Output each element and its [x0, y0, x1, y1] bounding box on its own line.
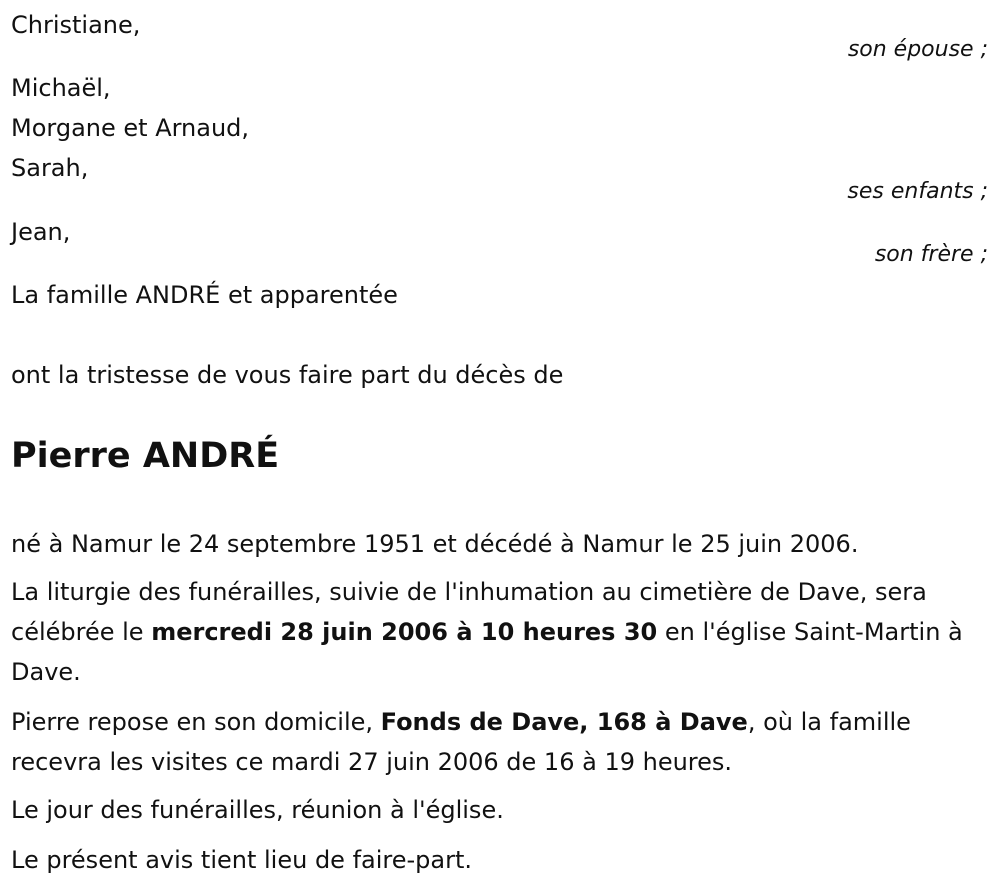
birth-death-text: né à Namur le 24 septembre 1951 et décédé à Namur le 25 juin 2006. — [11, 530, 859, 558]
visitation-address: Fonds de Dave, 168 à Dave — [380, 708, 748, 736]
liturgy-location: en l'église Saint-Martin à Dave. — [11, 618, 963, 686]
spouse-role: son épouse ; — [847, 37, 988, 62]
child-name: Sarah, — [11, 154, 89, 182]
visitation-paragraph — [11, 702, 981, 782]
brother-name: Jean, — [11, 218, 71, 246]
visitation-hours: , où la famille recevra les visites ce mardi 27 juin 2006 de 16 à 19 heures. — [11, 708, 911, 776]
child-name: Morgane et Arnaud, — [11, 114, 250, 142]
spouse-name: Christiane, — [11, 11, 141, 39]
liturgy-paragraph — [11, 572, 981, 692]
extended-family: La famille ANDRÉ et apparentée — [11, 281, 398, 309]
brother-role: son frère ; — [874, 242, 988, 267]
meeting-text: Le jour des funérailles, réunion à l'église. — [11, 796, 504, 824]
children-role: ses enfants ; — [847, 179, 988, 204]
liturgy-date: mercredi 28 juin 2006 à 10 heures 30 — [151, 618, 658, 646]
announcement-text: ont la tristesse de vous faire part du décès de — [11, 361, 564, 389]
closing-text: Le présent avis tient lieu de faire-part. — [11, 846, 473, 874]
liturgy-text: La liturgie des funérailles, suivie de l'inhumation au cimetière de Dave, sera célébrée le — [11, 578, 927, 646]
child-name: Michaël, — [11, 74, 111, 102]
visitation-text: Pierre repose en son domicile, — [11, 708, 381, 736]
deceased-name: Pierre ANDRÉ — [11, 436, 280, 476]
